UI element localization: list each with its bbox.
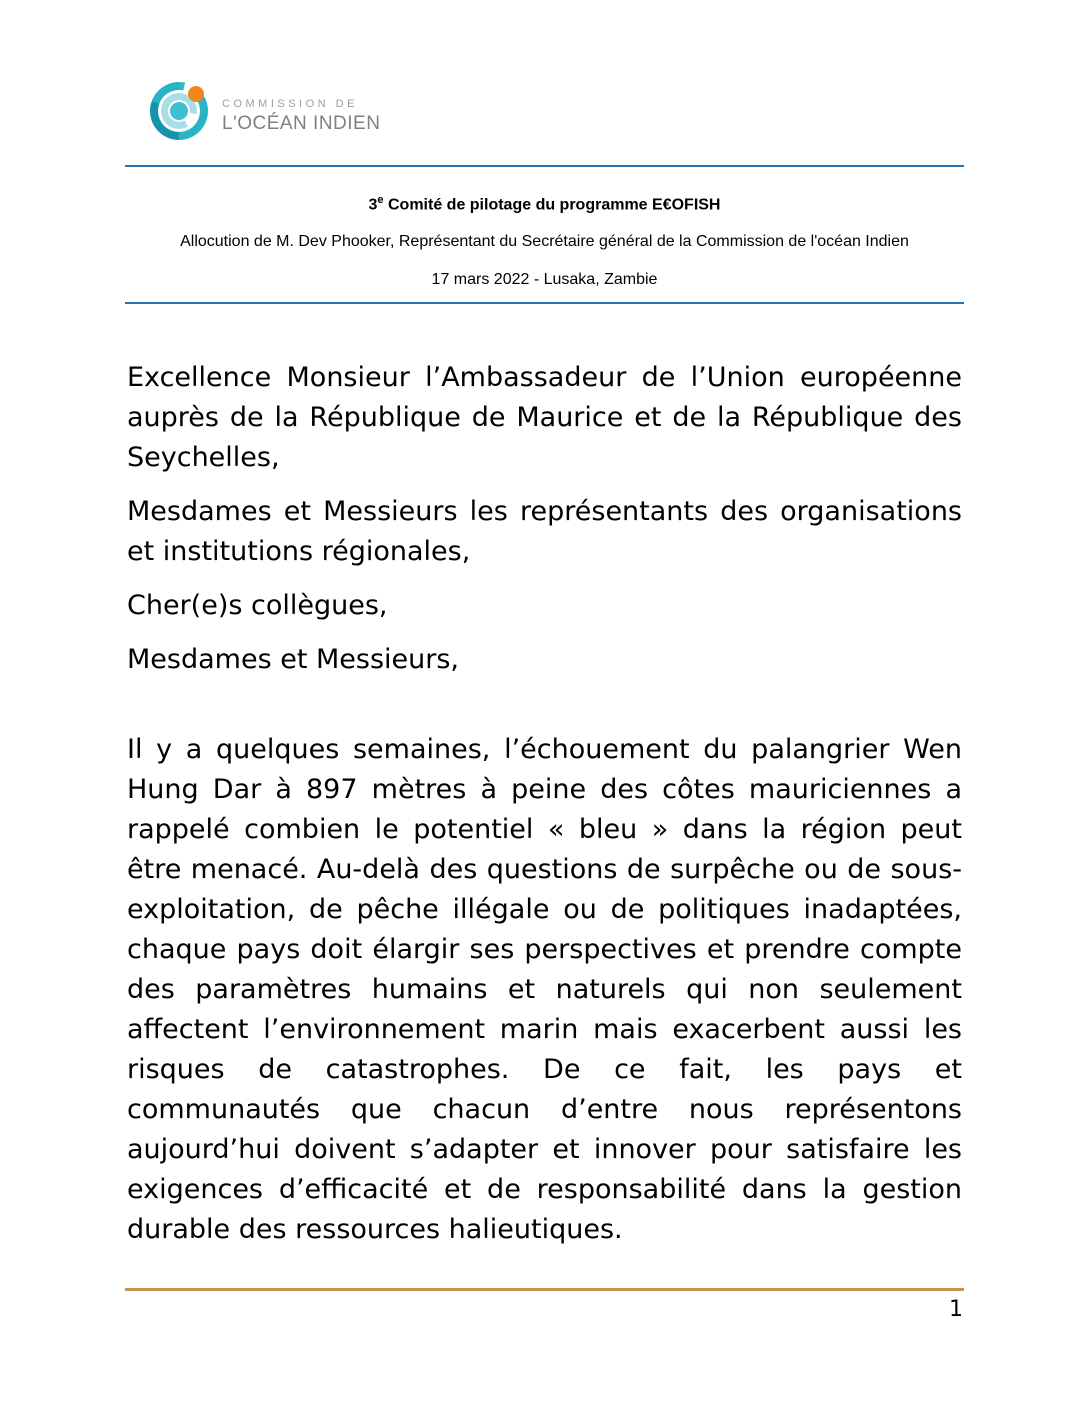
logo-text bbox=[222, 98, 380, 135]
paragraph-salutation-1: Excellence Monsieur l’Ambassadeur de l’Union européenne auprès de la République de Maurice et de la République des Seychelles, bbox=[127, 362, 962, 473]
page-number: 1 bbox=[949, 1297, 963, 1322]
paragraph-salutation-4: Mesdames et Messieurs, bbox=[127, 644, 460, 675]
ordinal-superscript: e bbox=[377, 194, 384, 206]
paragraph-main: Il y a quelques semaines, l’échouement du palangrier Wen Hung Dar à 897 mètres à peine des côtes mauriciennes a rappelé combien le potentiel « bleu » dans la région peut être menacé. Au-delà des questions de surpêche ou de sous-exploitation, de pêche illégale ou de politiques inadaptées, chaque pays doit élargir ses perspectives et prendre compte des paramètres humains et naturels qui non seulement affectent l’environnement marin mais exacerbent aussi les risques de catastrophes. De ce fait, les pays et communautés que chacun d’entre nous représentons aujourd’hui doivent s’adapter et innover pour satisfaire les exigences d’efficacité et de responsabilité dans la gestion durable des ressources halieutiques. bbox=[127, 734, 962, 1245]
logo-center-dot bbox=[170, 102, 188, 120]
document-subtitle: Allocution de M. Dev Phooker, Représentant du Secrétaire général de la Commission de l'océan Indien bbox=[180, 233, 909, 251]
document-header bbox=[125, 191, 964, 289]
document-title: 3e Comité de pilotage du programme E€OFISH bbox=[368, 194, 721, 214]
header-top-rule bbox=[125, 165, 964, 167]
document-body bbox=[127, 358, 962, 1264]
paragraph-salutation-2: Mesdames et Messieurs les représentants des organisations et institutions régionales, bbox=[127, 496, 962, 567]
logo-org-name-line1: COMMISSION DE bbox=[222, 98, 358, 110]
logo-orange-dot bbox=[188, 86, 204, 102]
footer-rule bbox=[125, 1288, 964, 1291]
logo-swirl-icon bbox=[150, 82, 208, 140]
logo-org-name-line2: L'OCÉAN INDIEN bbox=[222, 113, 381, 134]
header-bottom-rule bbox=[125, 302, 964, 304]
document-dateline: 17 mars 2022 - Lusaka, Zambie bbox=[431, 271, 658, 289]
paragraph-salutation-3: Cher(e)s collègues, bbox=[127, 590, 388, 621]
commission-ocean-indien-logo bbox=[150, 80, 510, 150]
